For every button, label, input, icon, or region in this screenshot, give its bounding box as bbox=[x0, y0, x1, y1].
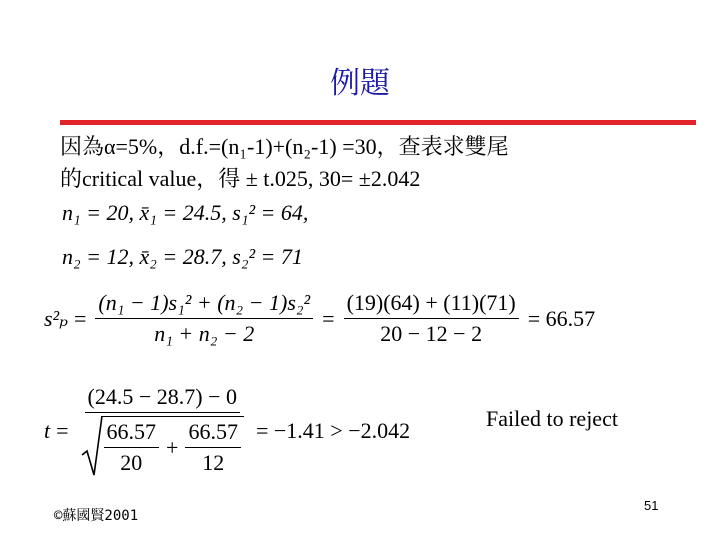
t-denominator bbox=[78, 413, 247, 477]
page-number: 51 bbox=[644, 498, 659, 513]
pooled-formula-denominator: n₁ + n₂ − 2 bbox=[154, 321, 255, 346]
variance-term-2 bbox=[185, 419, 241, 476]
t-statistic-equation bbox=[44, 384, 410, 477]
sample-stats-group-1: n₁ = 20, x̄₁ = 24.5, s₁² = 64, bbox=[62, 200, 309, 225]
equals-sign: = bbox=[322, 305, 335, 331]
pooled-variance-symbol: s²ₚ bbox=[44, 305, 68, 331]
variance-term-2-numerator: 66.57 bbox=[185, 419, 241, 448]
title-rule bbox=[60, 120, 696, 125]
t-symbol: t bbox=[44, 417, 51, 443]
variance-term-1-denominator: 20 bbox=[120, 450, 143, 475]
pooled-formula-fraction bbox=[95, 290, 313, 347]
t-statistic-result: = −1.41 > −2.042 bbox=[255, 417, 411, 443]
problem-line-2: 的critical value，得 ± t.025, 30= ±2.042 bbox=[60, 166, 421, 191]
t-fraction bbox=[78, 384, 247, 477]
equals-sign: = bbox=[56, 417, 69, 443]
conclusion-text: Failed to reject bbox=[486, 406, 618, 431]
equals-sign: = bbox=[73, 305, 87, 331]
slide-title: 例題 bbox=[330, 67, 390, 100]
variance-term-2-denominator: 12 bbox=[202, 450, 225, 475]
problem-line-1: 因為α=5%，d.f.=(n₁-1)+(n₂-1) =30，查表求雙尾 bbox=[60, 134, 509, 159]
variance-term-1-numerator: 66.57 bbox=[104, 419, 160, 448]
pooled-values-denominator: 20 − 12 − 2 bbox=[380, 321, 483, 346]
pooled-variance-result: = 66.57 bbox=[527, 305, 596, 331]
pooled-variance-equation bbox=[44, 290, 595, 347]
footer-copyright: ©蘇國賢2001 bbox=[54, 508, 139, 524]
variance-term-1 bbox=[104, 419, 160, 476]
pooled-values-numerator: (19)(64) + (11)(71) bbox=[344, 290, 519, 319]
pooled-values-fraction bbox=[344, 290, 519, 347]
plus-sign: + bbox=[166, 434, 179, 460]
square-root-icon bbox=[81, 415, 103, 477]
sample-stats-group-2: n₂ = 12, x̄₂ = 28.7, s₂² = 71 bbox=[62, 244, 303, 269]
t-numerator: (24.5 − 28.7) − 0 bbox=[85, 384, 240, 413]
pooled-formula-numerator: (n₁ − 1)s₁² + (n₂ − 1)s₂² bbox=[95, 290, 313, 319]
